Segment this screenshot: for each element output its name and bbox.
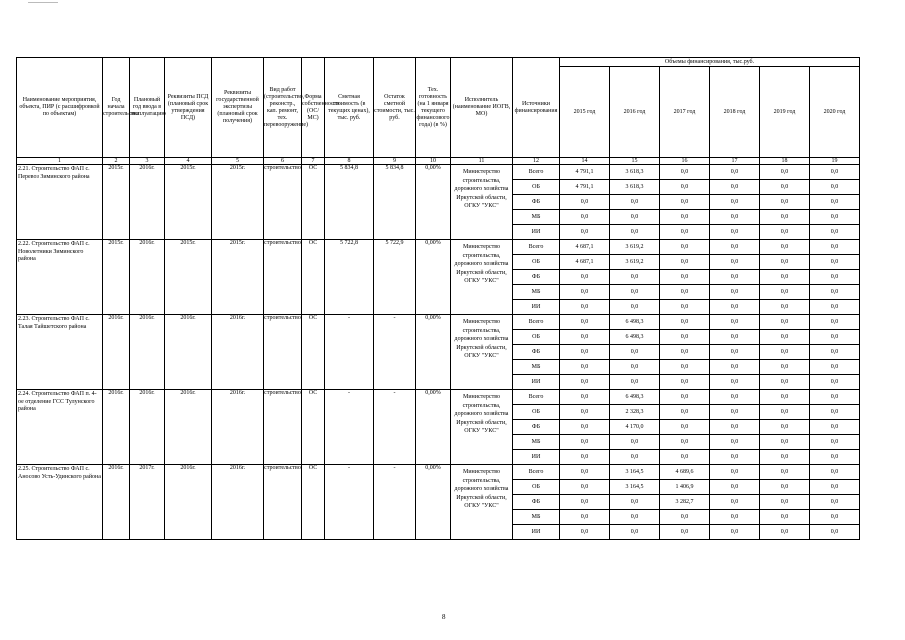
header-start-year: Год начала строительства [103,58,130,158]
funding-source: ИИ [513,450,560,465]
funding-value: 0,0 [610,525,660,540]
funding-value: 0,0 [610,375,660,390]
commission-year: 2016г. [130,315,165,390]
funding-value: 0,0 [610,285,660,300]
funding-value: 0,0 [810,525,860,540]
funding-value: 0,0 [560,270,610,285]
funding-value: 0,0 [560,285,610,300]
funding-value: 0,0 [660,405,710,420]
funding-value: 0,0 [760,360,810,375]
column-number: 14 [560,158,610,165]
funding-value: 0,0 [810,210,860,225]
expertise-date: 2016г. [212,465,264,540]
funding-source: ФБ [513,270,560,285]
funding-value: 0,0 [810,330,860,345]
funding-value: 0,0 [610,360,660,375]
funding-source: МБ [513,210,560,225]
funding-source: ИИ [513,525,560,540]
funding-value: 0,0 [760,405,810,420]
header-year: 2018 год [710,67,760,158]
project-name: 2.22. Строительство ФАП с. Новолетники Зиминского района [17,240,103,315]
funding-value: 4 791,1 [560,165,610,180]
funding-value: 0,0 [660,210,710,225]
ownership: ОС [302,315,325,390]
funding-value: 6 498,3 [610,330,660,345]
funding-value: 0,0 [660,360,710,375]
psd-date: 2015г. [165,240,212,315]
remaining-cost: - [374,315,416,390]
funding-value: 0,0 [710,270,760,285]
funding-value: 0,0 [660,390,710,405]
funding-source: МБ [513,510,560,525]
column-number: 17 [710,158,760,165]
funding-value: 0,0 [560,405,610,420]
table-row [17,240,860,255]
funding-value: 0,0 [710,225,760,240]
funding-value: 0,0 [710,210,760,225]
work-type: строительство [264,240,302,315]
work-type: строительство [264,465,302,540]
funding-value: 0,0 [710,165,760,180]
funding-source: ОБ [513,180,560,195]
header-commission-year: Плановый год ввода в эксплуатацию [130,58,165,158]
funding-value: 0,0 [760,345,810,360]
funding-value: 0,0 [560,360,610,375]
funding-value: 0,0 [560,210,610,225]
funding-value: 6 498,3 [610,390,660,405]
executor: Министерство строительства, дорожного хозяйства Иркутской области, ОГКУ "УКС" [451,165,513,240]
funding-value: 4 687,1 [560,255,610,270]
funding-value: 0,0 [660,270,710,285]
funding-value: 0,0 [610,225,660,240]
column-number: 8 [325,158,374,165]
funding-value: 0,0 [560,390,610,405]
table-row [17,465,860,480]
executor: Министерство строительства, дорожного хозяйства Иркутской области, ОГКУ "УКС" [451,240,513,315]
header-funding-volumes: Объемы финансирования, тыс.руб. [560,58,860,67]
funding-source: ОБ [513,330,560,345]
funding-value: 0,0 [610,345,660,360]
funding-value: 0,0 [560,375,610,390]
psd-date: 2016г. [165,390,212,465]
funding-value: 0,0 [710,240,760,255]
funding-value: 0,0 [610,270,660,285]
funding-value: 0,0 [710,375,760,390]
column-number: 10 [416,158,451,165]
estimated-cost: - [325,465,374,540]
commission-year: 2016г. [130,240,165,315]
funding-value: 0,0 [710,435,760,450]
funding-value: 0,0 [560,525,610,540]
funding-value: 0,0 [760,480,810,495]
funding-source: ОБ [513,255,560,270]
header-year: 2019 год [760,67,810,158]
funding-value: 0,0 [710,480,760,495]
column-number: 15 [610,158,660,165]
funding-value: 0,0 [760,255,810,270]
funding-value: 0,0 [660,285,710,300]
expertise-date: 2016г. [212,390,264,465]
expertise-date: 2016г. [212,315,264,390]
estimated-cost: - [325,315,374,390]
funding-value: 0,0 [760,225,810,240]
funding-value: 0,0 [610,300,660,315]
funding-value: 0,0 [660,315,710,330]
funding-value: 0,0 [610,450,660,465]
funding-value: 0,0 [760,450,810,465]
funding-value: 0,0 [560,450,610,465]
funding-value: 0,0 [760,390,810,405]
funding-value: 0,0 [660,165,710,180]
funding-source: ФБ [513,195,560,210]
funding-value: 0,0 [660,435,710,450]
estimated-cost: 5 722,8 [325,240,374,315]
funding-value: 0,0 [710,450,760,465]
funding-value: 3 282,7 [660,495,710,510]
funding-source: ИИ [513,375,560,390]
funding-value: 0,0 [810,240,860,255]
column-number: 5 [212,158,264,165]
start-year: 2015г. [103,165,130,240]
psd-date: 2015г. [165,165,212,240]
start-year: 2015г. [103,240,130,315]
table-row [17,315,860,330]
funding-source: МБ [513,285,560,300]
funding-value: 0,0 [810,345,860,360]
header-readiness: Тех. готовность (на 1 января текущего финансового года) (в %) [416,58,451,158]
funding-value: 0,0 [560,435,610,450]
column-number: 2 [103,158,130,165]
header-year: 2015 год [560,67,610,158]
funding-value: 0,0 [810,225,860,240]
column-number: 7 [302,158,325,165]
project-name: 2.23. Строительство ФАП с. Талая Тайшетского района [17,315,103,390]
header-project-name: Наименование мероприятия, объекта, ПИР (с расшифровкой по объектам) [17,58,103,158]
estimated-cost: - [325,390,374,465]
header-work-type: Вид работ (строительство, реконстр., кап. ремонт, тех. перевооружение) [264,58,302,158]
funding-value: 0,0 [660,195,710,210]
column-number: 1 [17,158,103,165]
funding-value: 0,0 [610,510,660,525]
remaining-cost: 5 722,9 [374,240,416,315]
header-remaining-cost: Остаток сметной стоимости, тыс. руб. [374,58,416,158]
funding-value: 0,0 [710,285,760,300]
funding-value: 0,0 [760,525,810,540]
funding-value: 1 406,9 [660,480,710,495]
funding-value: 0,0 [560,510,610,525]
column-number: 11 [451,158,513,165]
column-number: 19 [810,158,860,165]
expertise-date: 2015г. [212,165,264,240]
start-year: 2016г. [103,465,130,540]
funding-value: 6 498,3 [610,315,660,330]
funding-source: ИИ [513,300,560,315]
funding-value: 0,0 [760,375,810,390]
financing-table [16,57,860,540]
column-number: 12 [513,158,560,165]
readiness: 0,00% [416,240,451,315]
funding-value: 0,0 [660,525,710,540]
funding-value: 0,0 [660,420,710,435]
funding-source: Всего [513,315,560,330]
funding-value: 0,0 [810,255,860,270]
column-numbers-row [17,158,860,165]
header-executor: Исполнитель (наименование ИОГВ, МО) [451,58,513,158]
funding-source: МБ [513,360,560,375]
funding-source: ИИ [513,225,560,240]
table-row [17,390,860,405]
header-psd: Реквизиты ПСД (плановый срок утверждения ПСД) [165,58,212,158]
funding-value: 0,0 [810,390,860,405]
funding-value: 0,0 [760,465,810,480]
header-estimated-cost: Сметная стоимость (в текущих ценах), тыс. руб. [325,58,374,158]
funding-source: МБ [513,435,560,450]
funding-value: 0,0 [810,375,860,390]
funding-value: 0,0 [760,510,810,525]
ownership: ОС [302,240,325,315]
funding-value: 0,0 [810,480,860,495]
project-name: 2.25. Строительство ФАП с. Аносово Усть-Удинского района [17,465,103,540]
funding-value: 0,0 [710,315,760,330]
funding-value: 0,0 [660,240,710,255]
column-number: 6 [264,158,302,165]
funding-value: 0,0 [660,225,710,240]
funding-value: 0,0 [810,315,860,330]
column-number: 16 [660,158,710,165]
column-number: 4 [165,158,212,165]
table-row [17,165,860,180]
executor: Министерство строительства, дорожного хозяйства Иркутской области, ОГКУ "УКС" [451,315,513,390]
funding-value: 0,0 [760,180,810,195]
funding-value: 0,0 [560,345,610,360]
funding-source: Всего [513,465,560,480]
funding-value: 0,0 [560,330,610,345]
remaining-cost: 5 834,8 [374,165,416,240]
funding-value: 3 618,3 [610,165,660,180]
project-name: 2.21. Строительство ФАП с. Перевоз Зиминского района [17,165,103,240]
funding-source: Всего [513,390,560,405]
funding-value: 0,0 [710,420,760,435]
funding-value: 0,0 [660,255,710,270]
funding-value: 4 689,6 [660,465,710,480]
funding-value: 0,0 [560,495,610,510]
start-year: 2016г. [103,390,130,465]
funding-value: 0,0 [560,420,610,435]
commission-year: 2017г. [130,465,165,540]
readiness: 0,00% [416,165,451,240]
ownership: ОС [302,165,325,240]
work-type: строительство [264,390,302,465]
work-type: строительство [264,165,302,240]
funding-value: 0,0 [610,435,660,450]
funding-value: 4 170,0 [610,420,660,435]
funding-value: 0,0 [660,510,710,525]
funding-value: 0,0 [710,345,760,360]
funding-value: 0,0 [710,330,760,345]
funding-value: 3 618,3 [610,180,660,195]
funding-value: 0,0 [660,180,710,195]
column-number: 3 [130,158,165,165]
scan-artifact [28,2,58,3]
funding-source: ФБ [513,495,560,510]
funding-value: 0,0 [710,495,760,510]
funding-value: 0,0 [760,420,810,435]
funding-value: 3 619,2 [610,240,660,255]
funding-value: 0,0 [810,450,860,465]
funding-source: ФБ [513,345,560,360]
ownership: ОС [302,465,325,540]
funding-value: 0,0 [710,180,760,195]
estimated-cost: 5 834,8 [325,165,374,240]
funding-value: 4 687,1 [560,240,610,255]
funding-value: 0,0 [660,345,710,360]
funding-value: 0,0 [810,420,860,435]
funding-value: 0,0 [710,510,760,525]
funding-value: 0,0 [760,435,810,450]
funding-value: 0,0 [760,165,810,180]
funding-value: 0,0 [560,195,610,210]
funding-value: 0,0 [810,510,860,525]
funding-value: 0,0 [710,405,760,420]
funding-value: 0,0 [810,180,860,195]
funding-source: ОБ [513,480,560,495]
funding-value: 0,0 [660,450,710,465]
funding-source: ОБ [513,405,560,420]
column-number: 18 [760,158,810,165]
funding-value: 0,0 [660,330,710,345]
funding-value: 0,0 [560,225,610,240]
funding-source: ФБ [513,420,560,435]
work-type: строительство [264,315,302,390]
funding-value: 0,0 [760,300,810,315]
funding-value: 0,0 [760,270,810,285]
commission-year: 2016г. [130,165,165,240]
funding-source: Всего [513,165,560,180]
header-year: 2020 год [810,67,860,158]
funding-value: 0,0 [810,405,860,420]
funding-value: 0,0 [710,465,760,480]
remaining-cost: - [374,465,416,540]
funding-value: 4 791,1 [560,180,610,195]
header-ownership: Форма собственности (ОС/МС) [302,58,325,158]
remaining-cost: - [374,390,416,465]
page-number: 8 [442,613,446,621]
expertise-date: 2015г. [212,240,264,315]
funding-value: 3 164,5 [610,465,660,480]
funding-value: 0,0 [660,300,710,315]
funding-value: 0,0 [710,255,760,270]
funding-value: 0,0 [610,210,660,225]
executor: Министерство строительства, дорожного хозяйства Иркутской области, ОГКУ "УКС" [451,390,513,465]
funding-value: 0,0 [560,465,610,480]
projects-body [17,165,860,540]
header-funding-source: Источники финансирования [513,58,560,158]
funding-value: 0,0 [810,465,860,480]
funding-value: 0,0 [760,330,810,345]
funding-value: 0,0 [560,315,610,330]
funding-value: 0,0 [810,495,860,510]
funding-value: 0,0 [710,300,760,315]
funding-value: 0,0 [810,195,860,210]
funding-source: Всего [513,240,560,255]
funding-value: 0,0 [710,390,760,405]
funding-value: 0,0 [560,300,610,315]
funding-value: 0,0 [560,480,610,495]
funding-value: 0,0 [810,360,860,375]
readiness: 0,00% [416,465,451,540]
funding-value: 0,0 [610,495,660,510]
header-year: 2017 год [660,67,710,158]
funding-value: 0,0 [760,285,810,300]
funding-value: 0,0 [710,360,760,375]
start-year: 2016г. [103,315,130,390]
funding-value: 0,0 [760,210,810,225]
funding-value: 0,0 [710,525,760,540]
commission-year: 2016г. [130,390,165,465]
funding-value: 2 328,3 [610,405,660,420]
project-name: 2.24. Строительство ФАП п. 4-ое отделение ГСС Тулунского района [17,390,103,465]
ownership: ОС [302,390,325,465]
psd-date: 2016г. [165,465,212,540]
funding-value: 0,0 [810,270,860,285]
header-expertise: Реквизиты государственной экспертизы (плановый срок получения) [212,58,264,158]
funding-value: 0,0 [660,375,710,390]
readiness: 0,00% [416,390,451,465]
funding-value: 0,0 [610,195,660,210]
funding-value: 0,0 [810,285,860,300]
header-year: 2016 год [610,67,660,158]
executor: Министерство строительства, дорожного хозяйства Иркутской области, ОГКУ "УКС" [451,465,513,540]
funding-value: 0,0 [810,435,860,450]
financing-table-sheet [16,57,859,540]
column-number: 9 [374,158,416,165]
psd-date: 2016г. [165,315,212,390]
funding-value: 0,0 [760,315,810,330]
funding-value: 0,0 [810,300,860,315]
readiness: 0,00% [416,315,451,390]
funding-value: 0,0 [810,165,860,180]
funding-value: 0,0 [760,195,810,210]
funding-value: 0,0 [710,195,760,210]
funding-value: 0,0 [760,240,810,255]
funding-value: 3 164,5 [610,480,660,495]
funding-value: 3 619,2 [610,255,660,270]
funding-value: 0,0 [760,495,810,510]
